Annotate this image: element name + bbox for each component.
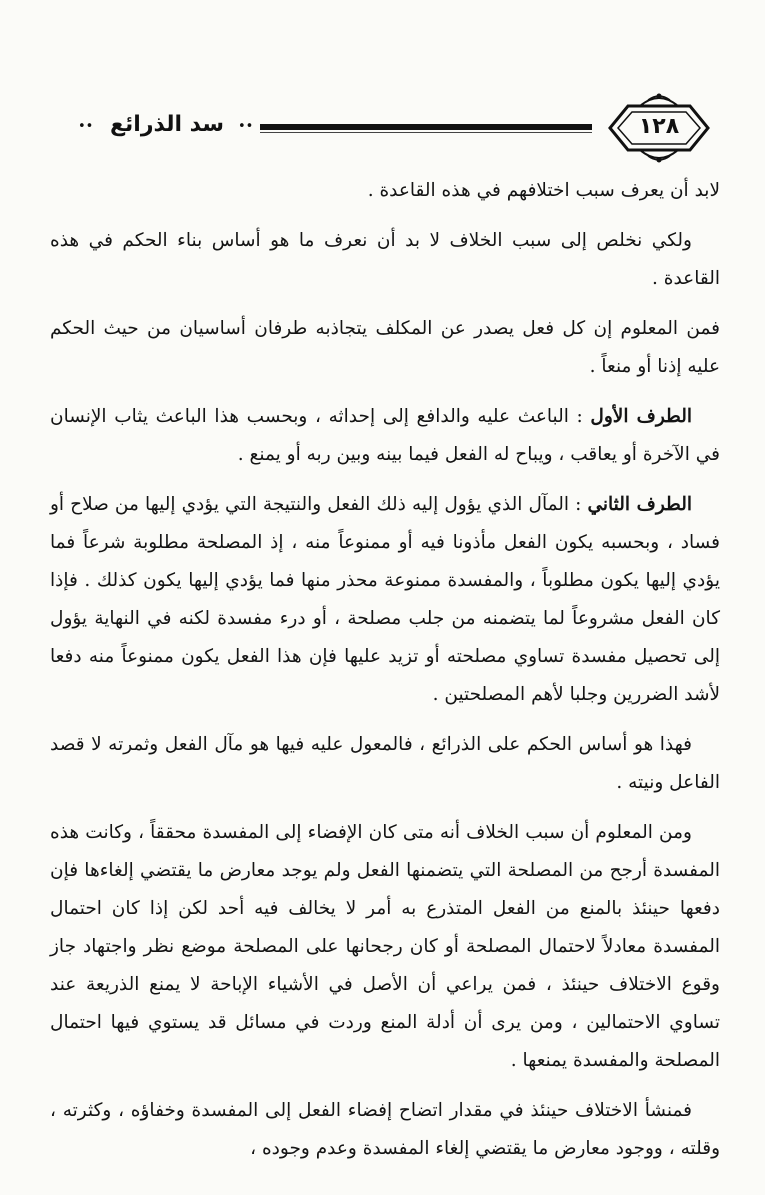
paragraph <box>50 726 720 802</box>
paragraph <box>50 486 720 714</box>
term-heading: الطرف الأول <box>590 406 692 427</box>
paragraph <box>50 398 720 474</box>
term-heading: الطرف الثاني <box>587 494 692 515</box>
paragraph-text: فمنشأ الاختلاف حينئذ في مقدار اتضاح إفضاء الفعل إلى المفسدة وخفاؤه ، وكثرته ، وقلته ، ووجود معارض ما يقتضي إلغاء المفسدة وعدم وجوده ، <box>50 1100 720 1159</box>
paragraph-text: ومن المعلوم أن سبب الخلاف أنه متى كان الإفضاء إلى المفسدة محققاً ، وكانت هذه المفسدة أرجح من المصلحة التي يتضمنها الفعل ولم يوجد معارض ما يقتضي إلغاءها فإن دفعها حينئذ بالمنع من الفعل المتذرع به أمر لا يخالف فيه أحد لكن إذا كان احتمال المفسدة معادلاً لاحتمال المصلحة أو كان رجحانها على المصلحة موضع نظر واجتهاد جاز وقوع الاختلاف حينئذ ، فمن يراعي أن الأصل في الأشياء الإباحة لا يمنع الذريعة عند تساوي الاحتمالين ، ومن يرى أن أدلة المنع وردت في مسائل قد يستوي فيها احتمال المصلحة والمفسدة يمنعها . <box>50 822 720 1071</box>
running-title: سد الذرائع <box>109 112 224 137</box>
ornament-dots: •• <box>78 119 94 134</box>
paragraph-text: فهذا هو أساس الحكم على الذرائع ، فالمعول عليه فيها هو مآل الفعل وثمرته لا قصد الفاعل ونيته . <box>50 734 720 793</box>
paragraph-text: : المآل الذي يؤول إليه ذلك الفعل والنتيجة التي يؤدي إليها من صلاح أو فساد ، وبحسبه يكون الفعل مأذونا فيه أو ممنوعاً منه ، إذ المصلحة مطلوبة شرعاً فما يؤدي إليها يكون مطلوباً ، والمفسدة ممنوعة محذر منها فما يؤدي إليها يكون كذلك . فإذا كان الفعل مشروعاً لما يتضمنه من جلب مصلحة ، أو درء مفسدة لكنه في النهاية يؤول إلى تحصيل مفسدة تساوي مصلحته أو تزيد عليها فإن هذا الفعل يكون ممنوعاً منه دفعا لأشد الضررين وجلبا لأهم المصلحتين . <box>50 494 720 705</box>
paragraph-text: فمن المعلوم إن كل فعل يصدر عن المكلف يتجاذبه طرفان أساسيان من حيث الحكم عليه إذنا أو منعاً . <box>50 318 720 377</box>
ornament-dots: •• <box>238 119 254 134</box>
paragraph <box>50 814 720 1080</box>
page-header <box>78 88 718 168</box>
paragraph <box>50 222 720 298</box>
paragraph <box>50 1092 720 1168</box>
page-body <box>50 172 720 1180</box>
page-number-badge <box>600 88 718 168</box>
page-number: ١٢٨ <box>638 114 680 139</box>
header-rule <box>260 124 592 130</box>
paragraph <box>50 310 720 386</box>
header-rule-thin <box>260 132 592 133</box>
paragraph-text: : الباعث عليه والدافع إلى إحداثه ، وبحسب هذا الباعث يثاب الإنسان في الآخرة أو يعاقب ، ويباح له الفعل فيما بينه وبين ربه أو يمنع . <box>50 406 720 465</box>
paragraph <box>50 172 720 210</box>
paragraph-text: ولكي نخلص إلى سبب الخلاف لا بد أن نعرف ما هو أساس بناء الحكم في هذه القاعدة . <box>50 230 720 289</box>
paragraph-text: لابد أن يعرف سبب اختلافهم في هذه القاعدة . <box>367 180 720 201</box>
